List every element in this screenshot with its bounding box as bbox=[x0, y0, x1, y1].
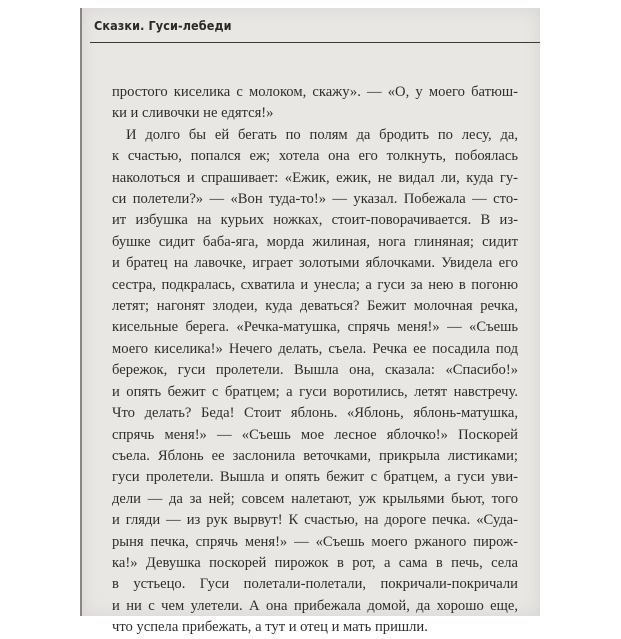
text-line: и опять бежит с братцем; а гуси воротились, летят навстречу. bbox=[112, 383, 518, 400]
text-line: к счастью, попался еж; хотела она его толкнуть, побоялась bbox=[112, 148, 518, 165]
text-line: наколоться и спрашивает: «Ежик, ежик, не видал ли, куда гу- bbox=[112, 169, 518, 186]
text-line: и братец на лавочке, играет золотыми яблочками. Увидела его bbox=[112, 255, 518, 272]
text-line: ки и сливочки не едятся!» bbox=[112, 105, 274, 122]
text-line: И долго бы ей бегать по полям да бродить по лесу, да, bbox=[126, 126, 518, 143]
running-head: Сказки. Гуси-лебеди bbox=[94, 18, 232, 33]
text-line: рыня печка, спрячь меня!» — «Съешь моего ржаного пирож- bbox=[112, 533, 518, 550]
header-rule bbox=[90, 42, 540, 43]
text-line: дели — да за ней; совсем налетают, уж крыльями бьют, того bbox=[112, 490, 518, 507]
text-line: в устьецо. Гуси полетали-полетали, покричали-покричали bbox=[112, 576, 518, 593]
text-line: бережок, гуси пролетели. Вышла она, сказала: «Спасибо!» bbox=[112, 362, 518, 379]
text-line: спрячь меня!» — «Съешь мое лесное яблочко!» Поскорей bbox=[112, 426, 518, 443]
text-line: ка!» Девушка поскорей пирожок в рот, а сама в печь, села bbox=[112, 554, 518, 571]
text-line: летят; нагонят злодеи, куда деваться? Бежит молочная речка, bbox=[112, 298, 518, 315]
text-line: простого киселика с молоком, скажу». — «О, у моего батюш- bbox=[112, 84, 518, 100]
text-line: Что делать? Беда! Стоит яблонь. «Яблонь, яблонь-матушка, bbox=[112, 405, 518, 422]
text-line: и ни с чем улетели. А она прибежала домой, да хорошо еще, bbox=[112, 597, 518, 614]
text-line: съела. Яблонь ее заслонила веточками, прикрыла листиками; bbox=[112, 447, 518, 464]
text-line: что успела прибежать, а тут и отец и мать пришли. bbox=[112, 619, 428, 636]
text-line: сестра, подкралась, схватила и унесла; а гуси за нею в погоню bbox=[112, 276, 518, 293]
text-line: гуси пролетели. Вышла и опять бежит с братцем, а гуси уви- bbox=[112, 469, 518, 486]
book-page bbox=[80, 8, 540, 636]
text-line: си полетели?» — «Вон туда-то!» — указал. Побежала — сто- bbox=[112, 191, 518, 208]
text-line: бушке сидит баба-яга, морда жилиная, нога глиняная; сидит bbox=[112, 233, 518, 250]
text-line: кисельные берега. «Речка-матушка, спрячь меня!» — «Съешь bbox=[112, 319, 518, 336]
text-line: и гляди — из рук вырвут! К счастью, на дороге печка. «Суда- bbox=[112, 512, 518, 529]
body-text bbox=[112, 82, 518, 639]
text-line: ит избушка на курьих ножках, стоит-поворачивается. В из- bbox=[112, 212, 518, 229]
text-line: моего киселика!» Нечего делать, съела. Речка ее посадила под bbox=[112, 340, 518, 357]
